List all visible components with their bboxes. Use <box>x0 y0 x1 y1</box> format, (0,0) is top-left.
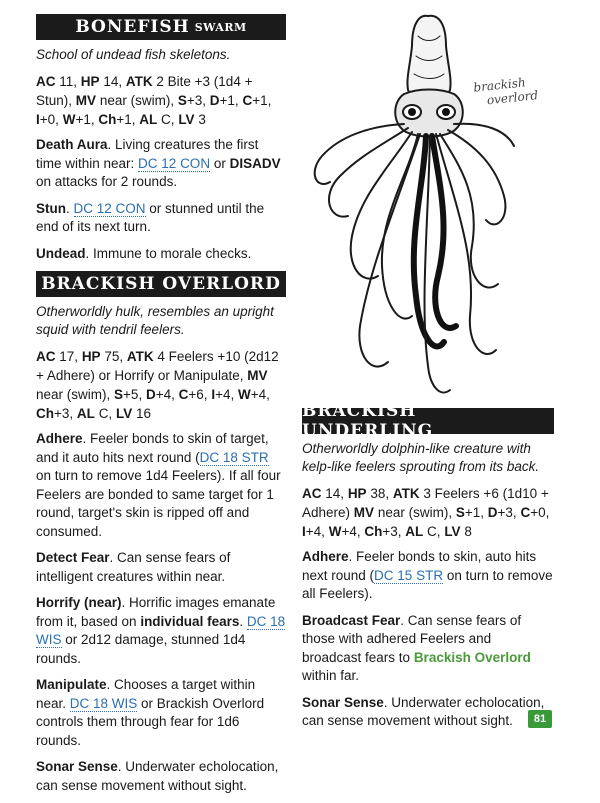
dc-link[interactable]: DC 18 WIS <box>69 695 138 711</box>
dc-link[interactable]: DC 15 STR <box>374 567 444 583</box>
bonefish-stats: AC 11, HP 14, ATK 2 Bite +3 (1d4 + Stun), MV near (swim), S+3, D+1, C+1, I+0, W+1, Ch+1, AL C, LV 3 <box>36 74 272 127</box>
bonefish-header <box>36 14 286 40</box>
overlord-sonar-sense: Sonar Sense. Underwater echolocation, can sense movement without sight. <box>36 759 279 793</box>
dc-link[interactable]: DC 18 STR <box>199 449 269 465</box>
overlord-horrify: Horrify (near). Horrific images emanate from it, based on individual fears. DC 18 WIS or 2d12 damage, stunned 1d4 rounds. <box>36 595 286 666</box>
page-number: 81 <box>528 710 552 728</box>
dc-link[interactable]: DC 12 CON <box>73 200 146 216</box>
dc-link[interactable]: DC 18 WIS <box>36 613 286 647</box>
underling-title: BRACKISH UNDERLING <box>302 401 434 441</box>
left-column <box>36 14 286 803</box>
underling-header <box>302 401 554 441</box>
overlord-manipulate: Manipulate. Chooses a target within near. DC 18 WIS or Brackish Overlord controls them through fear for 1d6 rounds. <box>36 677 265 748</box>
dc-link[interactable]: DC 12 CON <box>138 155 211 171</box>
caption-line-2: overlord <box>486 88 539 108</box>
right-column <box>302 401 554 739</box>
underling-broadcast-fear: Broadcast Fear. Can sense fears of those with adhered Feelers and broadcast fears to Brackish Overlord within far. <box>302 612 531 683</box>
overlord-header <box>36 271 286 297</box>
overlord-title: BRACKISH OVERLORD <box>41 274 281 294</box>
underling-description: Otherworldly dolphin-like creature with kelp-like feelers sprouting from its back. <box>302 441 540 474</box>
underling-sonar-sense: Sonar Sense. Underwater echolocation, can sense movement without sight. <box>302 694 545 728</box>
bonefish-undead: Undead. Immune to morale checks. <box>36 245 252 261</box>
underling-stats: AC 14, HP 38, ATK 3 Feelers +6 (1d10 + Adhere) MV near (swim), S+1, D+3, C+0, I+4, W+4, Ch+3, AL C, LV 8 <box>302 486 550 539</box>
overlord-description: Otherworldly hulk, resembles an upright squid with tendril feelers. <box>36 304 274 337</box>
caption-line-1: brackish <box>472 75 527 95</box>
bonefish-description: School of undead fish skeletons. <box>36 47 231 62</box>
brackish-overlord-link[interactable]: Brackish Overlord <box>413 649 531 665</box>
squid-illustration <box>300 6 520 406</box>
overlord-adhere: Adhere. Feeler bonds to skin of target, and it auto hits next round (DC 18 STR on turn to remove 1d4 Feelers). If all four Feelers are bonded to same target for 1 round, target's skin is ripped off and consumed. <box>36 431 281 539</box>
overlord-detect-fear: Detect Fear. Can sense fears of intelligent creatures within near. <box>36 550 231 584</box>
overlord-stats: AC 17, HP 75, ATK 4 Feelers +10 (2d12 + Adhere) or Horrify or Manipulate, MV near (swim), S+5, D+4, C+6, I+4, W+4, Ch+3, AL C, LV 16 <box>36 349 279 421</box>
bonefish-subtitle: SWARM <box>194 20 247 34</box>
bonefish-title: BONEFISH <box>75 17 190 37</box>
bonefish-stun: Stun. DC 12 CON or stunned until the end of its next turn. <box>36 200 265 234</box>
underling-adhere: Adhere. Feeler bonds to skin, auto hits next round (DC 15 STR on turn to remove all Feelers). <box>302 549 553 601</box>
bonefish-death-aura: Death Aura. Living creatures the first time within near: DC 12 CON or DISADV on attacks for 2 rounds. <box>36 137 281 189</box>
